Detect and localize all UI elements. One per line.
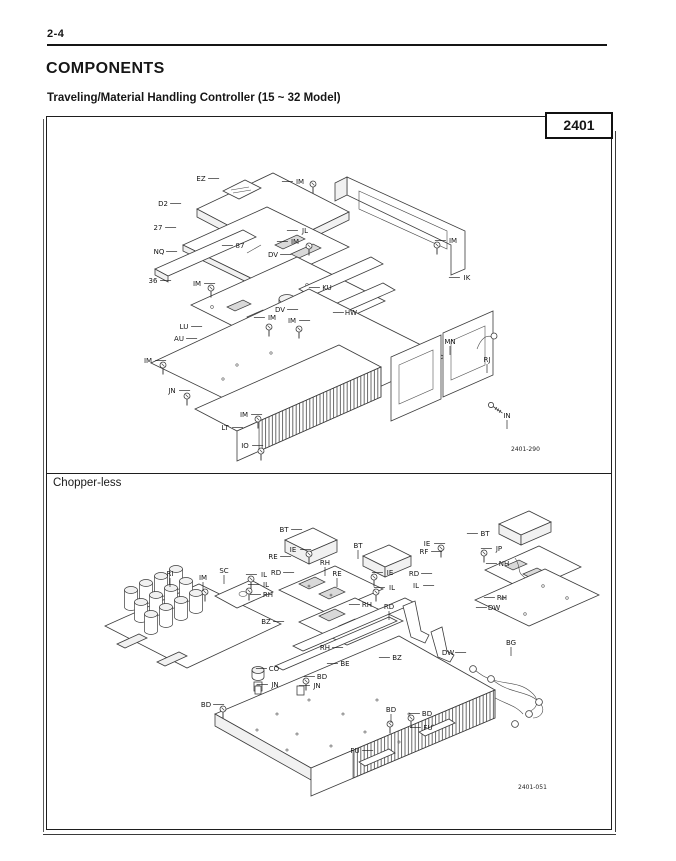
chopper-less-heading: Chopper-less (53, 477, 122, 489)
part-label-JL: JL (302, 227, 308, 235)
frame-double-line-bottom (43, 834, 616, 835)
part-label-RE: RE (332, 570, 342, 578)
part-label-27: 27 (153, 224, 163, 232)
header-rule (47, 44, 607, 46)
part-label-BG: BG (505, 639, 517, 647)
part-label-IL: IL (263, 581, 269, 589)
figure-frame (46, 116, 612, 830)
part-label-DW: DW (487, 604, 501, 612)
part-label-FU: FU (350, 747, 360, 755)
part-label-BE: BE (340, 660, 350, 668)
capacitor-bank (105, 566, 281, 669)
part-label-RH: RH (319, 644, 331, 652)
section-subtitle: Traveling/Material Handling Controller (15 ~ 32 Model) (47, 92, 341, 104)
diagram1-svg (47, 117, 611, 473)
part-label-D2: D2 (158, 200, 168, 208)
part-label-CO: CO (268, 665, 280, 673)
part-label-LU: LU (179, 323, 189, 331)
part-label-RI: RI (166, 570, 174, 578)
part-label-FU: FU (423, 724, 433, 732)
base-plate-heat-sink (215, 636, 495, 796)
part-label-EZ: EZ (196, 175, 206, 183)
part-label-DW: DW (441, 649, 455, 657)
part-label-BD: BD (421, 710, 433, 718)
part-label-IO: IO (241, 442, 249, 450)
contactor-assembly (391, 311, 497, 421)
figure-tab: 2401 (545, 112, 613, 139)
part-label-JP: JP (495, 545, 503, 553)
figure-number-1: 2401-290 (511, 446, 540, 453)
part-label-87: 87 (235, 242, 245, 250)
part-label-IM: IM (198, 574, 208, 582)
page-title: COMPONENTS (46, 60, 165, 77)
part-label-RH: RH (262, 591, 274, 599)
part-label-IM: IM (287, 317, 297, 325)
part-label-BD: BD (316, 673, 328, 681)
part-label-IL: IL (261, 571, 267, 579)
part-label-AU: AU (174, 335, 184, 343)
part-label-RH: RH (319, 559, 331, 567)
part-label-RJ: RJ (483, 356, 491, 364)
part-label-NQ: NQ (153, 248, 165, 256)
part-label-36: 36 (148, 277, 158, 285)
bt-cover-right (499, 511, 551, 545)
part-label-IM: IM (239, 411, 249, 419)
part-label-IM: IM (267, 314, 277, 322)
part-label-IE: IE (386, 569, 394, 577)
part-label-IM: IM (290, 238, 300, 246)
part-label-KU: KU (322, 284, 332, 292)
part-label-DV: DV (267, 251, 279, 259)
part-label-IE: IE (289, 546, 297, 554)
part-label-RF: RF (419, 548, 429, 556)
part-label-MN: MN (444, 338, 456, 346)
part-label-NH: NH (498, 560, 510, 568)
side-bracket-ik (335, 177, 465, 275)
part-label-BT: BT (279, 526, 289, 534)
frame-double-line-right (615, 131, 616, 832)
part-label-RH: RH (361, 601, 373, 609)
part-label-IL: IL (413, 582, 419, 590)
part-label-RD: RD (408, 570, 420, 578)
part-label-JN: JN (313, 682, 321, 690)
frame-double-line-left (43, 119, 44, 832)
part-label-IM: IM (143, 357, 153, 365)
part-label-RE: RE (268, 553, 278, 561)
part-label-RD: RD (270, 569, 282, 577)
part-label-RD: RD (383, 603, 395, 611)
diagram2-svg (47, 474, 611, 828)
part-label-IK: IK (463, 274, 471, 282)
rd-bar-left (403, 601, 429, 643)
part-label-IM: IM (192, 280, 202, 288)
page-number: 2-4 (47, 28, 65, 40)
part-label-RH: RH (496, 594, 508, 602)
part-label-LT: LT (221, 424, 229, 432)
part-label-BT: BT (353, 542, 363, 550)
driver-board-assembly (475, 546, 599, 626)
part-label-JN: JN (168, 387, 176, 395)
part-label-BD: BD (200, 701, 212, 709)
bolt-in-icon (487, 401, 504, 415)
part-label-DV: DV (274, 306, 286, 314)
part-label-BZ: BZ (392, 654, 402, 662)
part-label-IM: IM (448, 237, 458, 245)
part-label-IN: IN (503, 412, 511, 420)
part-label-HW: HW (344, 309, 358, 317)
part-label-JN: JN (271, 681, 279, 689)
part-label-IM: IM (295, 178, 305, 186)
part-label-IE: IE (423, 540, 431, 548)
part-label-BT: BT (480, 530, 490, 538)
part-label-BD: BD (385, 706, 397, 714)
part-label-BZ: BZ (261, 618, 271, 626)
part-label-SC: SC (219, 567, 229, 575)
part-label-IL: IL (389, 584, 395, 592)
figure-number-2: 2401-051 (518, 784, 547, 791)
